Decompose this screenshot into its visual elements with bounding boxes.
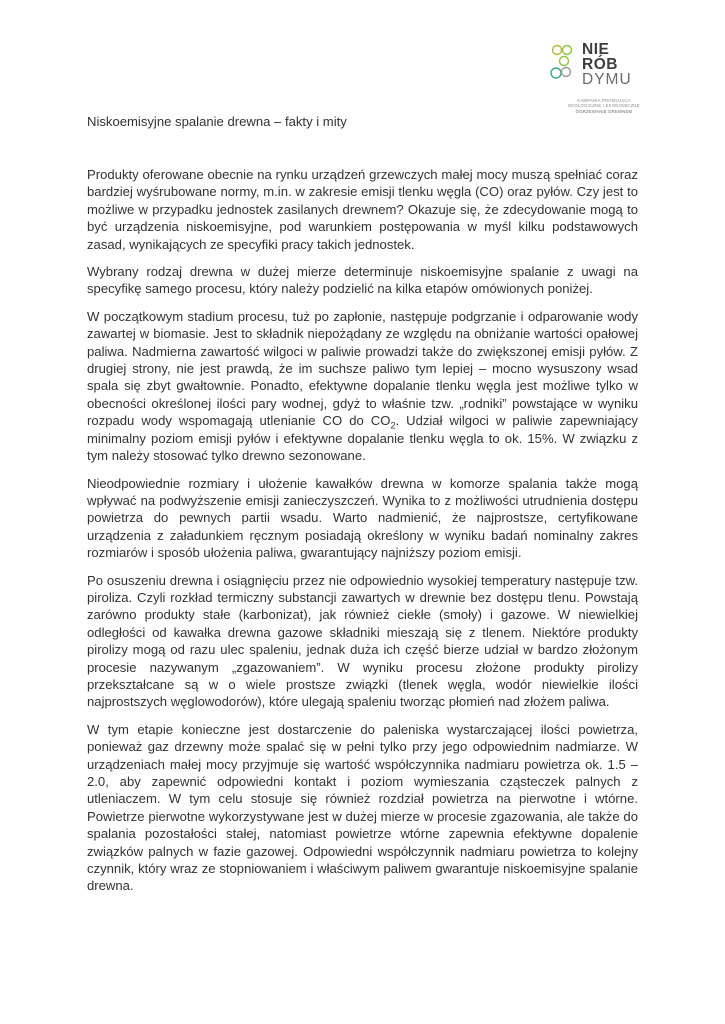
document-title: Niskoemisyjne spalanie drewna – fakty i mity bbox=[87, 114, 347, 129]
paragraph-intro: Produkty oferowane obecnie na rynku urządzeń grzewczych małej mocy muszą spełniać coraz bardziej wyśrubowane normy, m.in. w zakresie emisji tlenku węgla (CO) oraz pyłów. Czy jest to możliwe w przypadku jednostek zasilanych drewnem? Okazuje się, że zdecydowanie mogą to być urządzenia niskoemisyjne, pod warunkiem postępowania w myśl kilku podstawowych zasad, wynikających ze specyfiki pracy takich jednostek. bbox=[87, 167, 638, 252]
campaign-logo bbox=[548, 40, 658, 120]
paragraph-wood-type: Wybrany rodzaj drewna w dużej mierze determinuje niskoemisyjne spalanie z uwagi na specyfikę samego procesu, który należy podzielić na kilka etapów omówionych poniżej. bbox=[87, 264, 638, 297]
logo-tagline bbox=[552, 98, 656, 114]
paragraph-size-arrangement: Nieodpowiednie rozmiary i ułożenie kawałków drewna w komorze spalania także mogą wpływać na podwyższenie emisji zanieczyszczeń. Wynika to z możliwości utrudnienia dostępu powietrza do pewnych partii wsadu. Warto nadmienić, że najprostsze, certyfikowane urządzenia z załadunkiem ręcznym posiadają określony w wyniku badań nominalny zakres rozmiarów i sposób ułożenia paliwa, gwarantujący najniższy poziom emisji. bbox=[87, 475, 638, 561]
logo-tagline-2: EKOLOGICZNE I EKONOMICZNE bbox=[568, 103, 640, 109]
paragraph-air-supply: W tym etapie konieczne jest dostarczenie do paleniska wystarczającej ilości powietrza, ponieważ gaz drzewny może spalać się w pełni tylko przy jego odpowiednim nadmiarze. W urządzeniach małej mocy przyjmuje się wartość współczynnika nadmiaru powietrza ok. 1.5 – 2.0, aby zapewnić odpowiedni kontakt i poziom wymieszania cząsteczek palnych z utleniaczem. W tym celu stosuje się również rozdział powietrza na pierwotne i wtórne. Powietrze pierwotne wykorzystywane jest w dużej mierze w procesie zgazowania, ale także do spalania pozostałości stałej, natomiast powietrze wtórne zapewnia efektywne dopalenie związków palnych w fazie gazowej. Odpowiedni współczynnik nadmiaru powietrza to kolejny czynnik, który wraz ze stopniowaniem i właściwym paliwem gwarantuje niskoemisyjne spalanie drewna. bbox=[87, 721, 638, 894]
paragraph-moisture bbox=[87, 308, 638, 465]
logo-wordmark bbox=[582, 42, 632, 87]
logo-tagline-3: OGRZEWANIE DREWNEM bbox=[575, 108, 633, 114]
paragraph-moisture-part2: . Udział wilgoci w paliwie zapewniający minimalny poziom emisji pyłów i efektywne dopalanie tlenku węgla to ok. 15%. W związku z tym należy stosować tylko drewno sezonowane. bbox=[87, 413, 638, 464]
logo-tagline-1: KAMPANIA PROMUJĄCA bbox=[577, 98, 631, 103]
logo-word-2: RÓB bbox=[582, 56, 618, 73]
logo-word-3: DYMU bbox=[582, 71, 632, 88]
co2-subscript: 2 bbox=[390, 420, 396, 431]
paragraph-moisture-part1: W początkowym stadium procesu, tuż po zapłonie, następuje podgrzanie i odparowanie wody zawartej w biomasie. Jest to składnik niepożądany ze względu na obniżanie wartości opałowej paliwa. Nadmierna zawartość wilgoci w paliwie prowadzi także do zwiększonej emisji pyłów. Z drugiej strony, nie jest prawdą, że im suchsze paliwo tym lepiej – mocno wysuszony wsad spala się zbyt gwałtownie. Ponadto, efektywne dopalanie tlenku węgla jest możliwe tylko w obecności określonej ilości pary wodnej, gdyż to właśnie tzw. „rodniki” powstające w wyniku rozpadu wody wspomagają utlenianie CO do CO bbox=[87, 308, 638, 429]
logo-circles-icon bbox=[548, 44, 586, 92]
paragraph-pyrolysis: Po osuszeniu drewna i osiągnięciu przez nie odpowiednio wysokiej temperatury następuje tzw. piroliza. Czyli rozkład termiczny substancji zawartych w drewnie bez dostępu tlenu. Powstają zarówno produkty stałe (karbonizat), jak również ciekłe (smoły) i gazowe. W niewielkiej odległości od kawałka drewna gazowe składniki mieszają się z tlenem. Niektóre produkty pirolizy mogą od razu ulec spaleniu, jednak duża ich część bierze udział w bardzo złożonym procesie nazywanym „zgazowaniem”. W wyniku procesu złożone produkty pirolizy przekształcane są w o wiele prostsze związki (tlenek węgla, wodór niewielkie ilości najprostszych węglowodorów), które ulegają spaleniu tworząc płomień nad złożem paliwa. bbox=[87, 572, 638, 710]
document-body bbox=[87, 166, 638, 905]
logo-word-1: NIE bbox=[582, 41, 610, 58]
